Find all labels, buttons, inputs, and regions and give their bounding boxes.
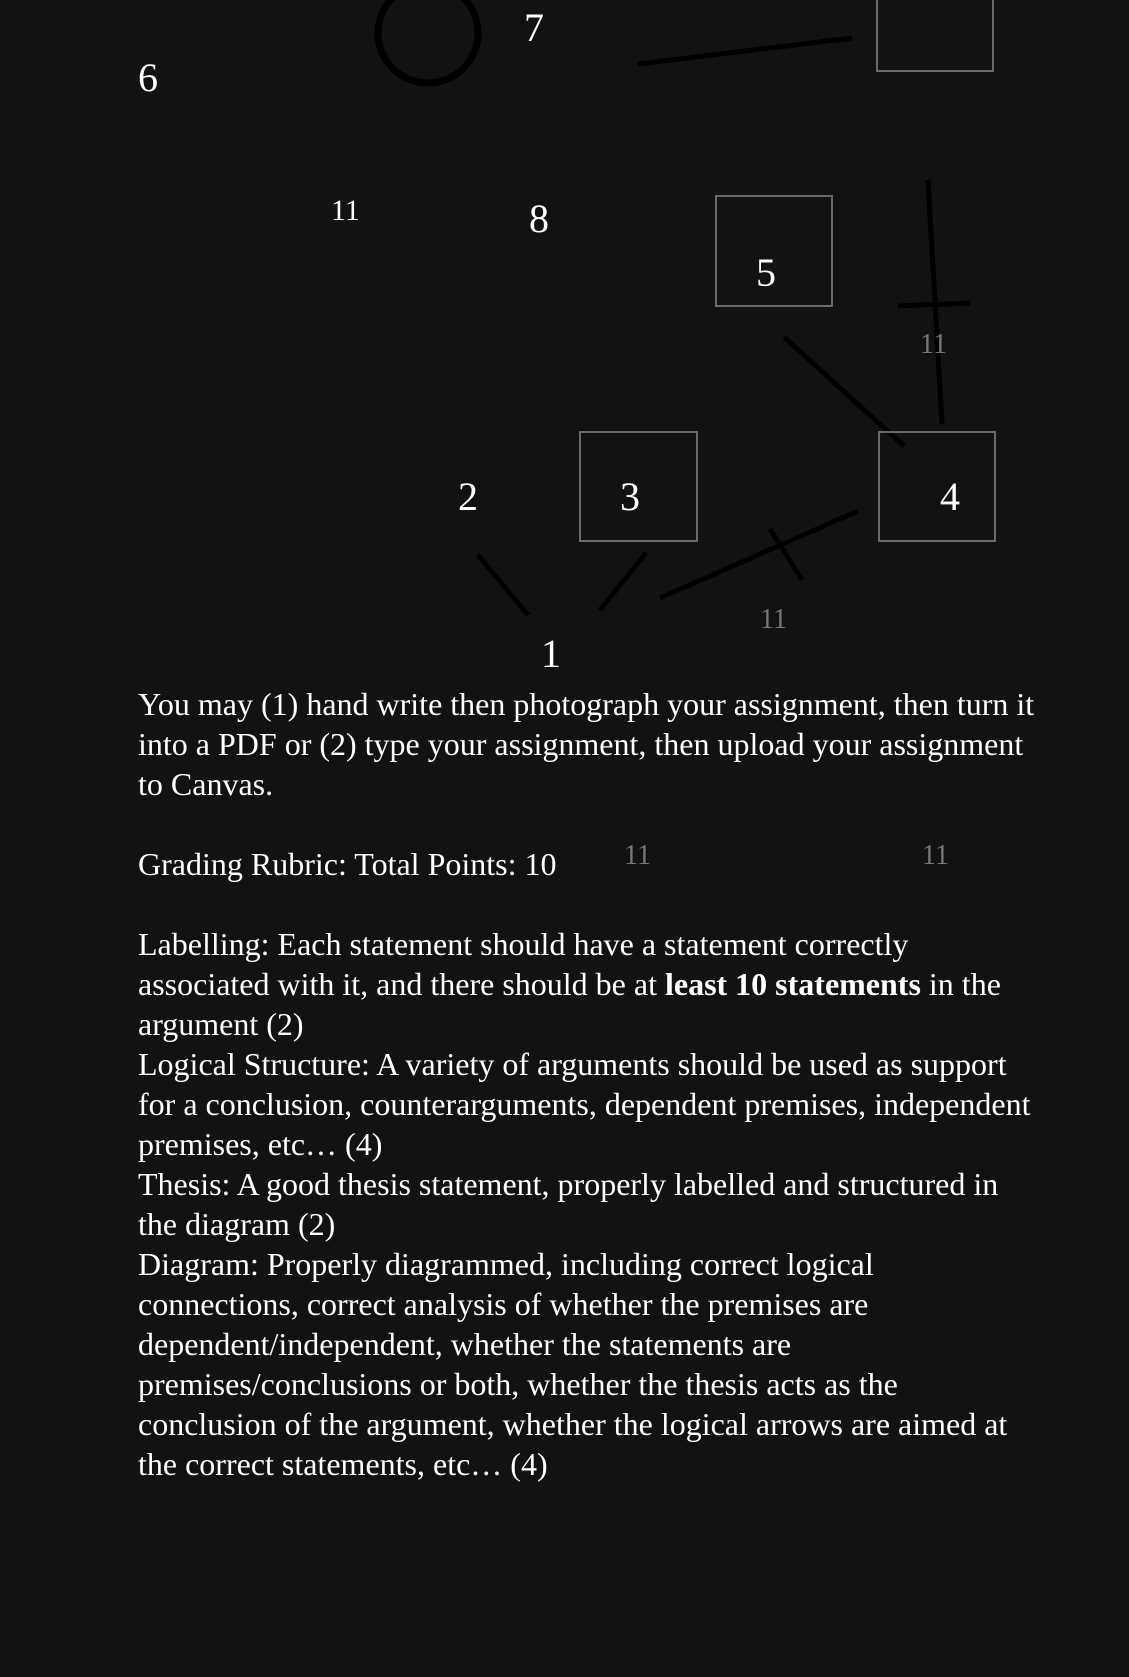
rubric-heading bbox=[138, 840, 1038, 884]
node-label-1: 1 bbox=[541, 631, 561, 676]
diagram-connectors bbox=[0, 0, 1129, 680]
assignment-text bbox=[138, 684, 1038, 1484]
rubric-thesis: Thesis: A good thesis statement, properly labelled and structured in the diagram (2) bbox=[138, 1166, 999, 1242]
faint-label-11: 11 bbox=[920, 329, 947, 360]
rubric-logical-structure: Logical Structure: A variety of arguments should be used as support for a conclusion, counterarguments, dependent premises, independent premises, etc… (4) bbox=[138, 1046, 1031, 1162]
faint-label-11: 11 bbox=[624, 840, 651, 871]
connector-crossbar bbox=[898, 303, 970, 306]
node-box-4 bbox=[878, 431, 996, 542]
faint-label-11: 11 bbox=[922, 840, 949, 871]
node-label-7: 7 bbox=[524, 5, 544, 50]
instructions-paragraph: You may (1) hand write then photograph your assignment, then turn it into a PDF or (2) type your assignment, then upload your assignment to Canvas. bbox=[138, 686, 1035, 802]
node-label-6: 6 bbox=[138, 55, 158, 100]
rubric-labelling-bold: least 10 statements bbox=[664, 966, 921, 1002]
rubric-labelling bbox=[138, 924, 1038, 1044]
node-label-5: 5 bbox=[756, 250, 776, 295]
node-label-2: 2 bbox=[458, 474, 478, 519]
rubric-diagram: Diagram: Properly diagrammed, including correct logical connections, correct analysis of whether the premises are dependent/independent, whether the statements are premises/conclusions or both, whether the thesis acts as the conclusion of the argument, whether the logical arrows are aimed at the correct statements, etc… (4) bbox=[138, 1246, 1008, 1482]
node-label-8: 8 bbox=[529, 196, 549, 241]
diagram-circle bbox=[378, 0, 478, 83]
node-label-11: 11 bbox=[331, 194, 360, 227]
connector-line bbox=[600, 553, 646, 610]
argument-diagram bbox=[0, 0, 1129, 680]
node-label-3: 3 bbox=[620, 474, 640, 519]
connector-line bbox=[478, 555, 528, 615]
rubric-labelling-end: in the argument (2) bbox=[138, 966, 1001, 1042]
rubric-heading-text: Grading Rubric: Total Points: 10 bbox=[138, 846, 557, 882]
rubric-labelling-text: Labelling: Each statement should have a statement correctly associated with it, and there should be at bbox=[138, 926, 909, 1002]
faint-label-11: 11 bbox=[760, 604, 787, 635]
connector-line bbox=[638, 38, 852, 64]
node-box-top-right bbox=[876, 0, 994, 72]
connector-line bbox=[784, 337, 904, 446]
node-label-4: 4 bbox=[940, 474, 960, 519]
